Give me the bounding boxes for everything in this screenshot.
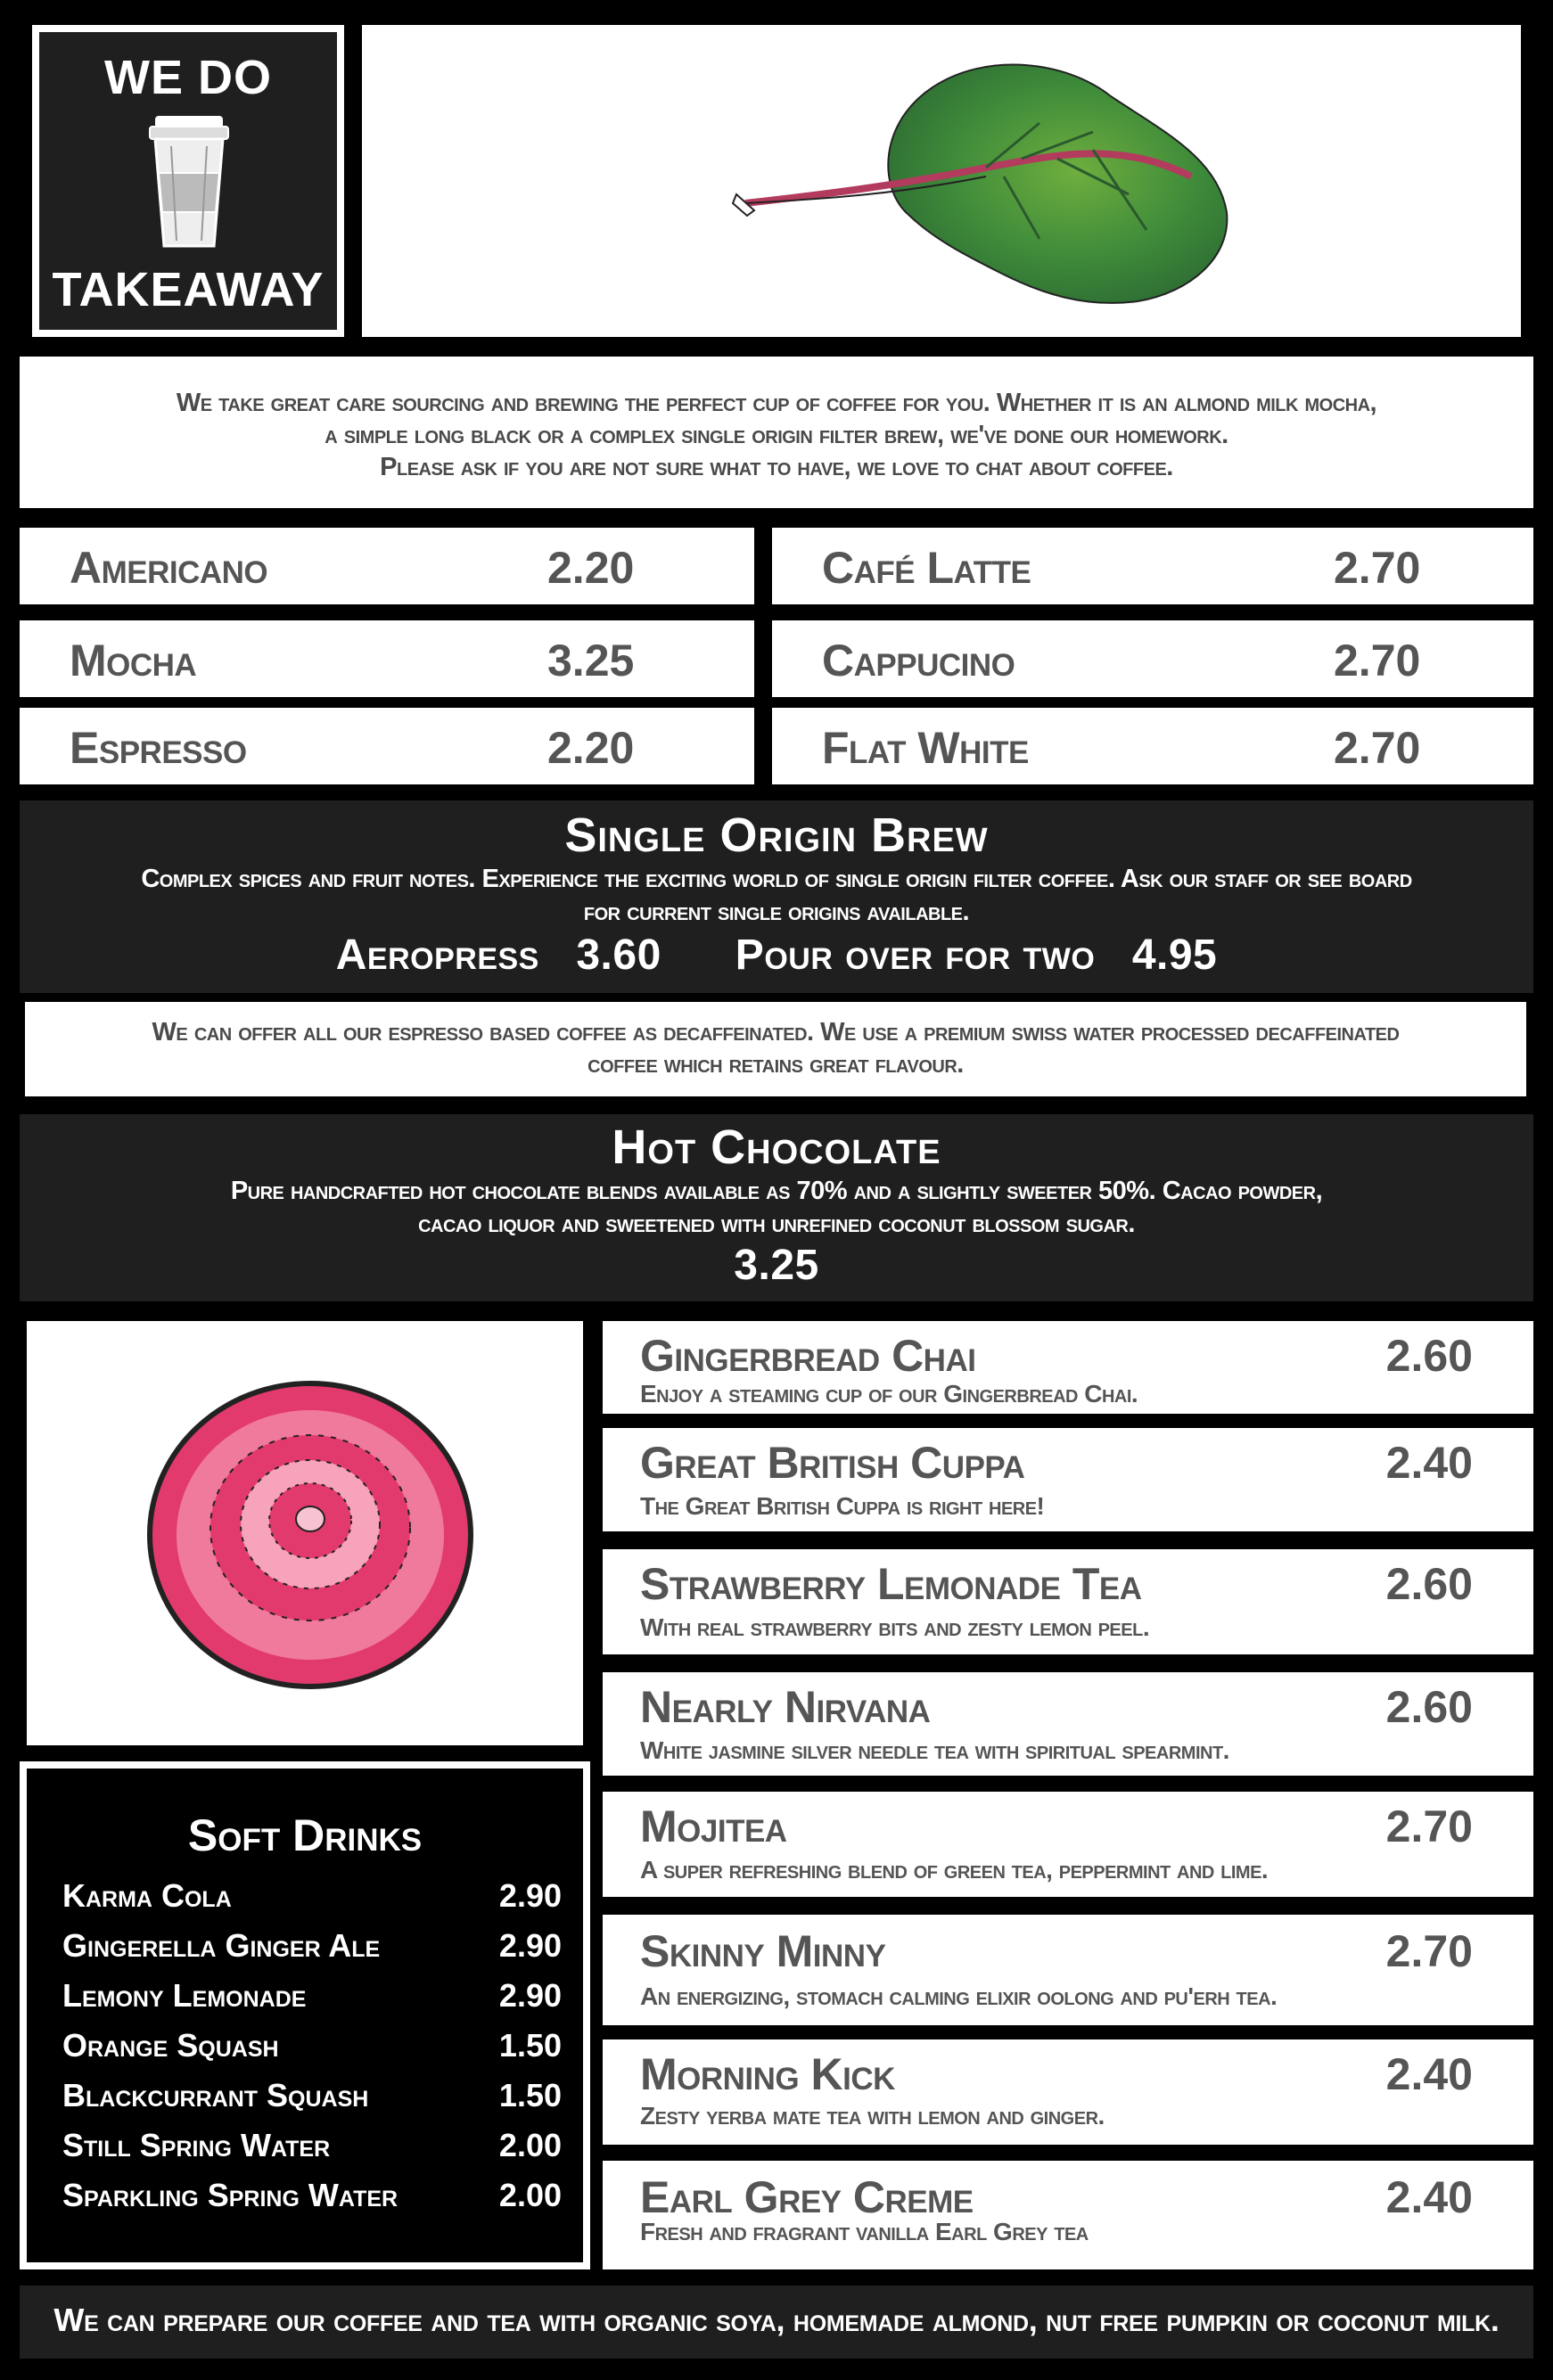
soft-drink-name: Blackcurrant Squash <box>62 2077 369 2113</box>
coffee-price: 2.70 <box>1334 723 1421 773</box>
tea-price: 2.40 <box>1385 2049 1473 2099</box>
tea-item-earl-grey-creme <box>603 2161 1533 2269</box>
tea-price: 2.40 <box>1385 1438 1473 1488</box>
takeaway-line2: TAKEAWAY <box>52 263 325 316</box>
coffee-name: Mocha <box>70 636 197 685</box>
tea-name: Mojitea <box>640 1801 787 1851</box>
soft-drink-row <box>62 2077 562 2127</box>
beetroot-slice-illustration <box>27 1321 583 1745</box>
tea-item-great-british-cuppa <box>603 1428 1533 1531</box>
tea-desc: With real strawberry bits and zesty lemon peel. <box>640 1613 1150 1641</box>
tea-item-nearly-nirvana <box>603 1672 1533 1776</box>
tea-item-morning-kick <box>603 2039 1533 2145</box>
decaf-line-1: We can offer all our espresso based coffee as decaffeinated. We use a premium swiss water processed decaffeinated <box>152 1018 1400 1046</box>
tea-item-strawberry-lemonade-tea <box>603 1549 1533 1654</box>
soft-drink-row <box>62 2027 562 2077</box>
single-origin-prices: Aeropress 3.60 Pour over for two 4.95 <box>335 931 1218 979</box>
soft-drink-name: Gingerella Ginger Ale <box>62 1927 381 1964</box>
soft-drinks-panel <box>20 1761 590 2269</box>
takeaway-line1: WE DO <box>104 51 272 104</box>
takeaway-cup-icon <box>144 111 234 253</box>
hot-chocolate-desc-2: cacao liquor and sweetened with unrefined coconut blossom sugar. <box>418 1210 1135 1238</box>
hot-chocolate-price: 3.25 <box>734 1242 819 1289</box>
tea-desc: White jasmine silver needle tea with spiritual spearmint. <box>640 1736 1229 1764</box>
tea-desc: Fresh and fragrant vanilla Earl Grey tea <box>640 2218 1089 2245</box>
soft-drink-price: 1.50 <box>498 2027 562 2064</box>
soft-drink-price: 2.90 <box>498 1877 562 1914</box>
intro-text-box <box>20 357 1533 508</box>
tea-price: 2.70 <box>1385 1801 1473 1851</box>
soft-drink-row <box>62 1927 562 1977</box>
footer-text: We can prepare our coffee and tea with organic soya, homemade almond, nut free pumpkin or coconut milk. <box>53 2302 1500 2338</box>
intro-line-2: a simple long black or a complex single origin filter brew, we've done our homework. <box>325 421 1228 449</box>
soft-drink-row <box>62 1877 562 1927</box>
coffee-name: Americano <box>70 543 268 593</box>
soft-drink-name: Lemony Lemonade <box>62 1977 307 2014</box>
soft-drink-name: Orange Squash <box>62 2027 279 2064</box>
soft-drink-name: Sparkling Spring Water <box>62 2177 399 2213</box>
tea-item-mojitea <box>603 1792 1533 1897</box>
tea-item-gingerbread-chai <box>603 1321 1533 1414</box>
intro-line-3: Please ask if you are not sure what to have, we love to chat about coffee. <box>380 453 1173 481</box>
soft-drinks-title: Soft Drinks <box>187 1810 423 1860</box>
takeaway-badge <box>32 25 344 337</box>
soft-drink-name: Karma Cola <box>62 1877 232 1914</box>
soft-drink-row <box>62 2127 562 2177</box>
single-origin-title: Single Origin Brew <box>564 808 989 862</box>
soft-drink-price: 2.90 <box>498 1977 562 2014</box>
decaf-line-2: coffee which retains great flavour. <box>588 1050 964 1079</box>
tea-price: 2.60 <box>1385 1559 1473 1609</box>
tea-price: 2.60 <box>1385 1331 1473 1381</box>
intro-line-1: We take great care sourcing and brewing the perfect cup of coffee for you. Whether it is an almond milk mocha, <box>176 389 1377 417</box>
tea-desc: An energizing, stomach calming elixir oolong and pu'erh tea. <box>640 1982 1278 2010</box>
tea-name: Gingerbread Chai <box>640 1331 976 1381</box>
soft-drink-row <box>62 1977 562 2027</box>
coffee-item-mocha <box>20 620 754 697</box>
coffee-item-flat-white <box>772 708 1533 784</box>
soft-drink-price: 2.00 <box>498 2127 562 2163</box>
coffee-price: 2.20 <box>547 543 635 593</box>
coffee-price: 2.70 <box>1334 543 1421 593</box>
soft-drink-price: 2.90 <box>498 1927 562 1964</box>
hot-chocolate-section <box>20 1114 1533 1301</box>
coffee-name: Café Latte <box>822 543 1031 593</box>
coffee-name: Cappucino <box>822 636 1015 685</box>
single-origin-section <box>20 800 1533 993</box>
tea-desc: Zesty yerba mate tea with lemon and ginger. <box>640 2102 1105 2130</box>
coffee-price: 3.25 <box>547 636 635 685</box>
coffee-item-cafe-latte <box>772 528 1533 604</box>
tea-name: Great British Cuppa <box>640 1438 1025 1488</box>
tea-name: Strawberry Lemonade Tea <box>640 1559 1142 1609</box>
hot-chocolate-title: Hot Chocolate <box>612 1120 941 1174</box>
hot-chocolate-desc-1: Pure handcrafted hot chocolate blends available as 70% and a slightly sweeter 50%. Cacao powder, <box>230 1177 1323 1205</box>
tea-desc: The Great British Cuppa is right here! <box>640 1492 1045 1520</box>
tea-name: Earl Grey Creme <box>640 2172 974 2222</box>
coffee-item-americano <box>20 528 754 604</box>
coffee-price: 2.20 <box>547 723 635 773</box>
soft-drink-name: Still Spring Water <box>62 2127 331 2163</box>
tea-desc: A super refreshing blend of green tea, peppermint and lime. <box>640 1856 1269 1883</box>
single-origin-desc-1: Complex spices and fruit notes. Experience the exciting world of single origin filter coffee. Ask our staff or see board <box>141 865 1412 893</box>
kale-leaf-illustration <box>362 25 1521 337</box>
hero-image-panel <box>362 25 1521 337</box>
tea-name: Skinny Minny <box>640 1926 886 1976</box>
beet-image-panel <box>27 1321 583 1745</box>
soft-drink-row <box>62 2177 562 2227</box>
coffee-price: 2.70 <box>1334 636 1421 685</box>
coffee-name: Flat White <box>822 723 1029 773</box>
tea-name: Nearly Nirvana <box>640 1682 931 1732</box>
coffee-item-espresso <box>20 708 754 784</box>
tea-desc: Enjoy a steaming cup of our Gingerbread Chai. <box>640 1380 1138 1407</box>
footer-milk-options <box>20 2286 1533 2359</box>
tea-price: 2.70 <box>1385 1926 1473 1976</box>
tea-name: Morning Kick <box>640 2049 895 2099</box>
soft-drink-price: 2.00 <box>498 2177 562 2213</box>
tea-price: 2.60 <box>1385 1682 1473 1732</box>
single-origin-desc-2: for current single origins available. <box>583 898 970 926</box>
tea-price: 2.40 <box>1385 2172 1473 2222</box>
coffee-item-cappucino <box>772 620 1533 697</box>
coffee-name: Espresso <box>70 723 247 773</box>
tea-item-skinny-minny <box>603 1915 1533 2025</box>
soft-drink-price: 1.50 <box>498 2077 562 2113</box>
decaf-note-box <box>25 1002 1526 1096</box>
